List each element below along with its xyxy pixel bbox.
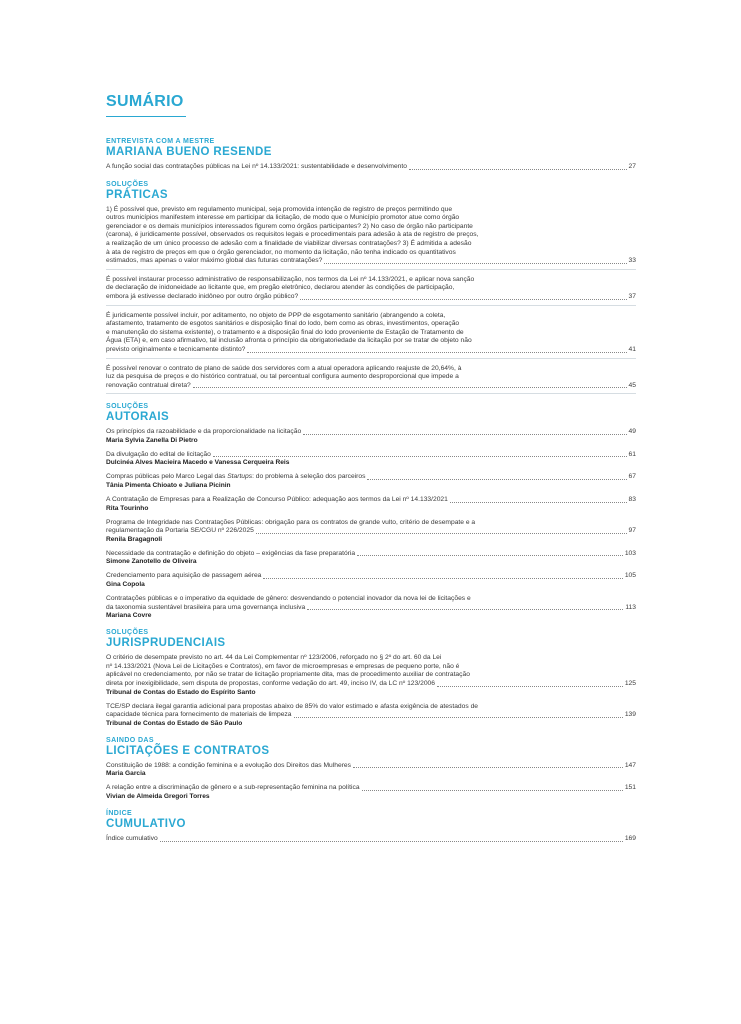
dot-leader	[367, 479, 626, 480]
entry-text-line: Contratações públicas e o imperativo da equidade de gênero: desvendando o potencial inovador da nova lei de licitações e	[106, 595, 471, 603]
entry-title: direta por inexigibilidade, sem disputa de propostas, conforme vedação do art. 49, inciso IV, da LC nº 123/2006	[106, 680, 435, 687]
dot-leader	[303, 434, 626, 435]
entry-line	[106, 496, 636, 505]
section-heading: AUTORAIS	[106, 411, 170, 424]
entry-text-line: a realização de um único processo de adesão com a finalidade de viabilizar diversas contratações? 3) É admitida a adesão	[106, 239, 472, 247]
entry-line	[106, 346, 636, 355]
entry-author: Mariana Covre	[106, 612, 152, 620]
entry-author: Maria Sylvia Zanella Di Pietro	[106, 436, 198, 444]
entry-line	[106, 604, 636, 613]
toc-entry[interactable]	[106, 206, 636, 270]
entry-author: Tribunal de Contas do Estado de São Paulo	[106, 719, 243, 727]
entry-line	[106, 257, 636, 266]
page-number: 37	[628, 292, 636, 300]
entry-author: Simone Zanotello de Oliveira	[106, 558, 197, 566]
section-kicker: SOLUÇÕES	[106, 180, 149, 188]
section-kicker: SOLUÇÕES	[106, 629, 149, 637]
toc-entry[interactable]	[106, 312, 636, 359]
entry-author: Renila Bragagnoli	[106, 535, 163, 543]
section-kicker: ÍNDICE	[106, 809, 133, 817]
section-saindo	[106, 737, 636, 801]
dot-leader	[263, 578, 622, 579]
toc-entry[interactable]	[106, 451, 636, 468]
page-number: 105	[624, 572, 636, 580]
entry-title: capacidade técnica para fornecimento de materiais de limpeza	[106, 711, 292, 719]
section-heading: CUMULATIVO	[106, 817, 186, 830]
page-number: 49	[628, 428, 636, 436]
page-number: 61	[628, 450, 636, 458]
entry-line	[106, 711, 636, 720]
toc-entry[interactable]	[106, 519, 636, 544]
dot-leader	[294, 717, 623, 718]
toc-entry[interactable]	[106, 276, 636, 306]
entry-title: A relação entre a discriminação de gênero e a sub-representação feminina na política	[106, 784, 360, 792]
entry-title: Os princípios da razoabilidade e da proporcionalidade na licitação	[106, 428, 302, 436]
entry-line	[106, 572, 636, 581]
entry-title: Da divulgação do edital de licitação	[106, 450, 211, 458]
page-title: SUMÁRIO	[106, 93, 184, 110]
toc-entry[interactable]	[106, 703, 636, 728]
toc-entry[interactable]	[106, 365, 636, 395]
page-number: 27	[628, 163, 636, 170]
entry-line	[106, 550, 636, 559]
page-number: 147	[624, 761, 636, 769]
page-number: 97	[628, 527, 636, 535]
entry-line	[106, 293, 636, 302]
section-entrevista	[106, 138, 636, 172]
entry-line	[106, 163, 636, 172]
entry-line	[106, 762, 636, 771]
section-heading: PRÁTICAS	[106, 188, 168, 201]
entry-text-line: O critério de desempate previsto no art. 44 da Lei Complementar nº 123/2006, reforçado no § 2º do art. 60 da Lei	[106, 654, 442, 662]
entry-line	[106, 527, 636, 536]
page-number: 113	[625, 603, 636, 611]
section-indice	[106, 810, 636, 844]
entry-title: regulamentação da Portaria SE/CGU nº 226/2025	[106, 527, 254, 535]
dot-leader	[437, 686, 623, 687]
page-number: 125	[624, 680, 636, 687]
dot-leader	[357, 555, 623, 556]
toc-entry[interactable]	[106, 595, 636, 620]
page-number: 169	[624, 834, 636, 842]
entry-title: embora já estivesse declarado inidôneo por outro órgão público?	[106, 292, 299, 300]
entry-title-italic: Startups	[227, 473, 253, 481]
dot-leader	[409, 169, 627, 170]
entry-title: previsto originalmente e tecnicamente distinto?	[106, 345, 246, 353]
entry-title: renovação contratual direta?	[106, 381, 191, 389]
page-number: 33	[628, 257, 636, 265]
entry-title-part: Compras públicas pelo Marco Legal das	[106, 473, 228, 481]
dot-leader	[300, 299, 626, 300]
entry-line	[106, 835, 636, 844]
dot-leader	[353, 767, 623, 768]
toc-entry[interactable]	[106, 163, 636, 172]
entry-author: Gina Copola	[106, 581, 145, 589]
entry-author: Tribunal de Contas do Estado do Espírito Santo	[106, 688, 256, 696]
entry-text-line: e manutenção do sistema existente), o tratamento e a disposição final do lodo proveniente de Estação de Tratamento de	[106, 328, 464, 336]
entry-author: Vivian de Almeida Gregori Torres	[106, 792, 210, 800]
entry-author: Maria Garcia	[106, 770, 146, 778]
dot-leader	[256, 533, 627, 534]
entry-text-line: É possível renovar o contrato de plano de saúde dos servidores com a atual operadora aplicando reajuste de 20,64%, à	[106, 364, 462, 372]
dot-leader	[160, 841, 623, 842]
toc-entry[interactable]	[106, 496, 636, 513]
entry-text-line: Programa de Integridade nas Contratações Públicas: obrigação para os contratos de grande vulto, critério de desempate e a	[106, 518, 476, 526]
entry-title: estimados, mas apenas o valor máximo global das futuras contratações?	[106, 257, 323, 265]
entry-title: Necessidade da contratação e definição do objeto – exigências da fase preparatória	[106, 549, 356, 557]
dot-leader	[362, 790, 623, 791]
page-number: 139	[624, 711, 636, 719]
section-heading: LICITAÇÕES E CONTRATOS	[106, 744, 270, 757]
entry-text-line: gerenciador e os demais municípios interessados figurem como órgãos participantes? 2) No caso de órgão não participante	[106, 222, 473, 230]
page-number: 103	[624, 549, 636, 557]
entry-title: Constituição de 1988: a condição feminina e a evolução dos Direitos das Mulheres	[106, 761, 351, 769]
dot-leader	[307, 609, 623, 610]
toc-entry[interactable]	[106, 550, 636, 567]
entry-text-line: nº 14.133/2021 (Nova Lei de Licitações e Contratos), em favor de microempresas e empresas de pequeno porte, não é	[106, 662, 460, 670]
entry-line	[106, 382, 636, 391]
entry-line	[106, 680, 636, 689]
section-kicker: SAINDO DAS	[106, 736, 154, 744]
entry-title: A função social das contratações públicas na Lei nº 14.133/2021: sustentabilidade e desenvolvimento	[106, 163, 407, 170]
entry-author: Tânia Pimenta Chioato e Juliana Picinin	[106, 482, 231, 490]
entry-title: Índice cumulativo	[106, 834, 158, 842]
section-praticas	[106, 181, 636, 395]
toc-content	[106, 138, 636, 853]
entry-text-line: (carona), é juridicamente possível, observados os requisitos legais e procedimentais para adesão à ata de registro de preços,	[106, 231, 479, 239]
toc-entry[interactable]	[106, 784, 636, 801]
entry-text-line: outros municípios manifestem interesse em participar da licitação, de modo que o Município promotor atue como órgão	[106, 214, 460, 222]
entry-title: da taxonomia sustentável brasileira para uma governança inclusiva	[106, 603, 306, 611]
entry-text-line: É possível instaurar processo administrativo de responsabilização, nos termos da Lei nº 14.133/2021, e aplicar nova sanção	[106, 275, 475, 283]
dot-leader	[213, 456, 627, 457]
entry-text-line: TCE/SP declara ilegal garantia adicional para propostas abaixo de 85% do valor estimado e afasta exigência de atestados de	[106, 702, 479, 710]
entry-line	[106, 451, 636, 460]
entry-line	[106, 784, 636, 793]
toc-entry[interactable]	[106, 654, 636, 696]
entry-line	[106, 473, 636, 482]
title-underline	[106, 116, 186, 117]
page-number: 45	[628, 381, 636, 389]
toc-entry[interactable]	[106, 428, 636, 445]
entry-text-line: luz da pesquisa de preços e do histórico contratual, ou tal percentual configura aumento desproporcional que impede a	[106, 373, 459, 381]
entry-text-line: de declaração de inidoneidade ao licitante que, em pregão eletrônico, declarou atender às condições de participação,	[106, 284, 455, 292]
page-number: 67	[628, 473, 636, 481]
toc-entry[interactable]	[106, 473, 636, 490]
toc-entry[interactable]	[106, 835, 636, 844]
section-jurisprudenciais	[106, 629, 636, 728]
entry-title: A Contratação de Empresas para a Realização de Concurso Público: adequação aos termos da Lei nº 14.133/2021	[106, 496, 448, 504]
page-number: 41	[628, 345, 636, 353]
entry-text-line: afastamento, tratamento de esgotos sanitários e disposição final do lodo, bem como as obras, investimentos, operação	[106, 320, 460, 328]
dot-leader	[247, 352, 626, 353]
toc-entry[interactable]	[106, 762, 636, 779]
dot-leader	[324, 263, 626, 264]
entry-text-line: Água (ETA) e, em caso afirmativo, tal inclusão afronta o princípio da obrigatoriedade da licitação por se tratar de objeto não	[106, 337, 472, 345]
toc-entry[interactable]	[106, 572, 636, 589]
section-autorais	[106, 403, 636, 620]
page-number: 151	[624, 784, 636, 792]
entry-title-part: : do problema à seleção dos parceiros	[252, 473, 366, 481]
section-heading: JURISPRUDENCIAIS	[106, 637, 226, 650]
entry-author: Dulcinéa Alves Macieira Macedo e Vanessa Cerqueira Reis	[106, 459, 290, 467]
entry-text-line: 1) É possível que, previsto em regulamento municipal, seja promovida intenção de registro de preços permitindo que	[106, 205, 453, 213]
section-heading: MARIANA BUENO RESENDE	[106, 146, 272, 158]
dot-leader	[450, 502, 627, 503]
entry-text-line: É juridicamente possível incluir, por aditamento, no objeto de PPP de esgotamento sanitário (abrangendo a coleta,	[106, 311, 446, 319]
entry-title	[106, 473, 365, 482]
entry-author: Rita Tourinho	[106, 504, 149, 512]
entry-text-line: à ata de registro de preços em que o órgão gerenciador, no momento da licitação, não tenha indicado os quantitativos	[106, 248, 456, 256]
entry-line	[106, 428, 636, 437]
section-kicker: SOLUÇÕES	[106, 403, 149, 411]
entry-text-line: aplicável no credenciamento, por não se tratar de licitação propriamente dita, mas de procedimento auxiliar de contratação	[106, 671, 470, 679]
page-number: 83	[628, 496, 636, 504]
dot-leader	[193, 387, 627, 388]
entry-title: Credenciamento para aquisição de passagem aérea	[106, 572, 262, 580]
section-kicker: ENTREVISTA COM A MESTRE	[106, 138, 215, 145]
